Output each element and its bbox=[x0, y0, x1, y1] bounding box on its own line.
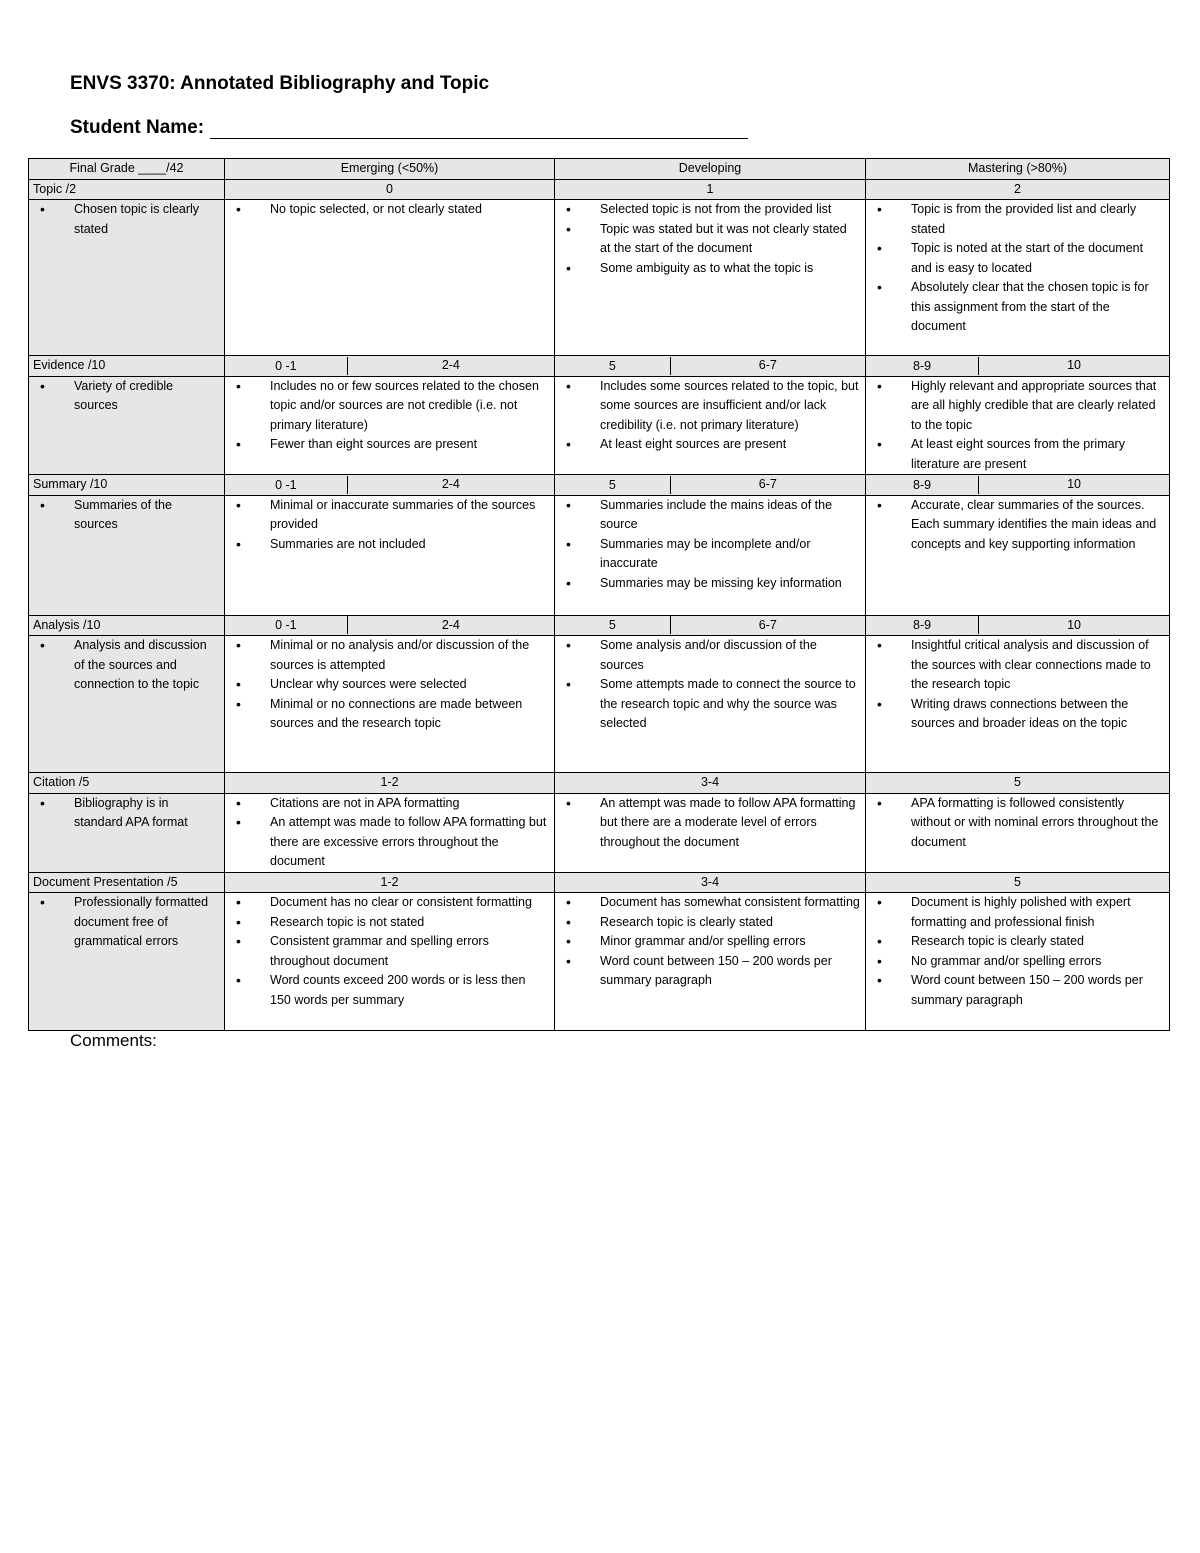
bullet-list bbox=[34, 200, 219, 239]
bullet-item: • Summaries include the mains ideas of the source bbox=[560, 496, 860, 535]
emerging-description bbox=[225, 200, 555, 356]
bullet-item: • Document has somewhat consistent formatting bbox=[560, 893, 860, 913]
bullet-item: • Research topic is clearly stated bbox=[560, 913, 860, 933]
bullet-list bbox=[560, 496, 860, 594]
bullet-item: • Summaries of the sources bbox=[34, 496, 219, 535]
rubric-table bbox=[28, 158, 1170, 1031]
bullet-list bbox=[871, 893, 1164, 1010]
bullet-item: • Minimal or no analysis and/or discussion of the sources is attempted bbox=[230, 636, 549, 675]
bullet-list bbox=[230, 893, 549, 1010]
score-range-cell bbox=[866, 356, 1170, 377]
score-range-cell: 1-2 bbox=[225, 872, 555, 893]
score-range-cell: 5 bbox=[866, 872, 1170, 893]
final-grade-header: Final Grade ____/42 bbox=[29, 159, 225, 180]
score-range: 6-7 bbox=[758, 617, 777, 632]
criterion-description-row bbox=[29, 376, 1170, 475]
criterion-description-row bbox=[29, 200, 1170, 356]
criterion-description-row bbox=[29, 793, 1170, 872]
bullet-list bbox=[560, 893, 860, 991]
bullet-list bbox=[34, 794, 219, 833]
score-range: 6-7 bbox=[758, 477, 777, 491]
bullet-item: • Accurate, clear summaries of the sources. Each summary identifies the main ideas and concepts and key supporting information bbox=[871, 496, 1164, 555]
developing-description bbox=[555, 376, 866, 475]
bullet-list bbox=[560, 794, 860, 853]
bullet-list bbox=[230, 200, 549, 220]
score-range: 10 bbox=[1067, 617, 1081, 632]
bullet-list bbox=[34, 377, 219, 416]
mastering-description bbox=[866, 495, 1170, 615]
bullet-item: • Absolutely clear that the chosen topic is for this assignment from the start of the document bbox=[871, 278, 1164, 337]
bullet-list bbox=[871, 200, 1164, 337]
criterion-score-row bbox=[29, 179, 1170, 200]
bullet-item: • Summaries are not included bbox=[230, 535, 549, 555]
comments-label: Comments: bbox=[70, 1031, 157, 1050]
emerging-description bbox=[225, 495, 555, 615]
developing-description bbox=[555, 200, 866, 356]
bullet-list bbox=[34, 636, 219, 695]
developing-description bbox=[555, 793, 866, 872]
criterion-description bbox=[29, 893, 225, 1031]
score-range-cell bbox=[866, 475, 1170, 496]
bullet-item: • Some analysis and/or discussion of the sources bbox=[560, 636, 860, 675]
criterion-title: Analysis /10 bbox=[29, 615, 225, 636]
bullet-item: • Citations are not in APA formatting bbox=[230, 794, 549, 814]
criterion-score-row bbox=[29, 615, 1170, 636]
bullet-item: • Includes some sources related to the topic, but some sources are insufficient and/or lack credibility (i.e. not primary literature) bbox=[560, 377, 860, 436]
student-name-label: Student Name: bbox=[70, 117, 205, 138]
criterion-description-row bbox=[29, 636, 1170, 773]
score-range-cell bbox=[225, 356, 555, 377]
criterion-description-row bbox=[29, 893, 1170, 1031]
score-range-cell bbox=[555, 615, 866, 636]
bullet-item: • Topic is noted at the start of the document and is easy to located bbox=[871, 239, 1164, 278]
bullet-item: • Consistent grammar and spelling errors throughout document bbox=[230, 932, 549, 971]
bullet-list bbox=[560, 377, 860, 455]
bullet-item: • Topic was stated but it was not clearly stated at the start of the document bbox=[560, 220, 860, 259]
bullet-list bbox=[34, 496, 219, 535]
bullet-item: • Topic is from the provided list and clearly stated bbox=[871, 200, 1164, 239]
mastering-description bbox=[866, 793, 1170, 872]
bullet-item: • An attempt was made to follow APA formatting but there are excessive errors throughout the document bbox=[230, 813, 549, 872]
bullet-list bbox=[871, 377, 1164, 475]
score-range: 10 bbox=[1067, 358, 1081, 372]
developing-description bbox=[555, 495, 866, 615]
criterion-title: Document Presentation /5 bbox=[29, 872, 225, 893]
score-range-cell bbox=[555, 475, 866, 496]
bullet-list bbox=[560, 636, 860, 734]
document-title: ENVS 3370: Annotated Bibliography and Topic bbox=[70, 73, 490, 94]
bullet-item: • Highly relevant and appropriate sources that are all highly credible that are clearly related to the topic bbox=[871, 377, 1164, 436]
score-range-cell: 2 bbox=[866, 179, 1170, 200]
developing-header: Developing bbox=[555, 159, 866, 180]
score-range-cell: 1-2 bbox=[225, 773, 555, 794]
bullet-item: • Selected topic is not from the provided list bbox=[560, 200, 860, 220]
bullet-list bbox=[560, 200, 860, 278]
bullet-item: • Research topic is not stated bbox=[230, 913, 549, 933]
bullet-item: • Word count between 150 – 200 words per summary paragraph bbox=[560, 952, 860, 991]
bullet-item: • Insightful critical analysis and discussion of the sources with clear connections made to the research topic bbox=[871, 636, 1164, 695]
bullet-list bbox=[230, 794, 549, 872]
criterion-description bbox=[29, 376, 225, 475]
emerging-header: Emerging (<50%) bbox=[225, 159, 555, 180]
bullet-item: • Chosen topic is clearly stated bbox=[34, 200, 219, 239]
score-range: 2-4 bbox=[441, 617, 460, 632]
score-range-cell: 3-4 bbox=[555, 872, 866, 893]
score-range-cell: 1 bbox=[555, 179, 866, 200]
mastering-description bbox=[866, 376, 1170, 475]
score-range-cell bbox=[555, 356, 866, 377]
student-name-field bbox=[70, 117, 748, 139]
bullet-list bbox=[230, 377, 549, 455]
bullet-item: • Word count between 150 – 200 words per summary paragraph bbox=[871, 971, 1164, 1010]
score-range: 5 bbox=[555, 357, 671, 375]
score-range: 2-4 bbox=[441, 358, 460, 372]
bullet-list bbox=[230, 636, 549, 734]
score-range: 2-4 bbox=[441, 477, 460, 491]
mastering-description bbox=[866, 636, 1170, 773]
score-range-cell: 3-4 bbox=[555, 773, 866, 794]
bullet-item: • Includes no or few sources related to the chosen topic and/or sources are not credible (i.e. not primary literature) bbox=[230, 377, 549, 436]
mastering-header: Mastering (>80%) bbox=[866, 159, 1170, 180]
bullet-item: • No topic selected, or not clearly stated bbox=[230, 200, 549, 220]
bullet-item: • At least eight sources are present bbox=[560, 435, 860, 455]
score-range: 0 -1 bbox=[225, 357, 348, 375]
bullet-list bbox=[871, 636, 1164, 734]
emerging-description bbox=[225, 376, 555, 475]
criterion-title: Evidence /10 bbox=[29, 356, 225, 377]
bullet-item: • Word counts exceed 200 words or is less then 150 words per summary bbox=[230, 971, 549, 1010]
criterion-description bbox=[29, 200, 225, 356]
bullet-item: • At least eight sources from the primary literature are present bbox=[871, 435, 1164, 474]
bullet-item: • Unclear why sources were selected bbox=[230, 675, 549, 695]
criterion-title: Citation /5 bbox=[29, 773, 225, 794]
score-range: 5 bbox=[555, 616, 671, 634]
bullet-item: • Bibliography is in standard APA format bbox=[34, 794, 219, 833]
score-range: 8-9 bbox=[866, 357, 979, 375]
score-range-cell: 5 bbox=[866, 773, 1170, 794]
emerging-description bbox=[225, 636, 555, 773]
criterion-score-row bbox=[29, 356, 1170, 377]
emerging-description bbox=[225, 893, 555, 1031]
bullet-list bbox=[230, 496, 549, 555]
score-range-cell bbox=[225, 475, 555, 496]
criterion-score-row bbox=[29, 475, 1170, 496]
bullet-item: • Summaries may be missing key information bbox=[560, 574, 860, 594]
criterion-description-row bbox=[29, 495, 1170, 615]
developing-description bbox=[555, 636, 866, 773]
bullet-item: • Some attempts made to connect the source to the research topic and why the source was selected bbox=[560, 675, 860, 734]
criterion-score-row bbox=[29, 872, 1170, 893]
mastering-description bbox=[866, 893, 1170, 1031]
score-range: 8-9 bbox=[866, 476, 979, 494]
criterion-description bbox=[29, 495, 225, 615]
bullet-item: • Research topic is clearly stated bbox=[871, 932, 1164, 952]
criterion-title: Topic /2 bbox=[29, 179, 225, 200]
bullet-list bbox=[871, 496, 1164, 555]
score-range: 0 -1 bbox=[225, 616, 348, 634]
bullet-item: • Document has no clear or consistent formatting bbox=[230, 893, 549, 913]
score-range-cell bbox=[866, 615, 1170, 636]
bullet-item: • No grammar and/or spelling errors bbox=[871, 952, 1164, 972]
bullet-item: • Minor grammar and/or spelling errors bbox=[560, 932, 860, 952]
bullet-item: • Fewer than eight sources are present bbox=[230, 435, 549, 455]
rubric-header-row bbox=[29, 159, 1170, 180]
bullet-item: • An attempt was made to follow APA formatting but there are a moderate level of errors throughout the document bbox=[560, 794, 860, 853]
bullet-item: • Analysis and discussion of the sources and connection to the topic bbox=[34, 636, 219, 695]
bullet-item: • Professionally formatted document free of grammatical errors bbox=[34, 893, 219, 952]
criterion-score-row bbox=[29, 773, 1170, 794]
bullet-item: • Writing draws connections between the sources and broader ideas on the topic bbox=[871, 695, 1164, 734]
criterion-description bbox=[29, 793, 225, 872]
criterion-description bbox=[29, 636, 225, 773]
bullet-list bbox=[34, 893, 219, 952]
bullet-item: • Some ambiguity as to what the topic is bbox=[560, 259, 860, 279]
bullet-item: • Summaries may be incomplete and/or inaccurate bbox=[560, 535, 860, 574]
bullet-item: • Variety of credible sources bbox=[34, 377, 219, 416]
score-range: 6-7 bbox=[758, 358, 777, 372]
emerging-description bbox=[225, 793, 555, 872]
score-range: 5 bbox=[555, 476, 671, 494]
bullet-list bbox=[871, 794, 1164, 853]
mastering-description bbox=[866, 200, 1170, 356]
score-range-cell bbox=[225, 615, 555, 636]
score-range: 10 bbox=[1067, 477, 1081, 491]
bullet-item: • Document is highly polished with expert formatting and professional finish bbox=[871, 893, 1164, 932]
criterion-title: Summary /10 bbox=[29, 475, 225, 496]
score-range: 8-9 bbox=[866, 616, 979, 634]
developing-description bbox=[555, 893, 866, 1031]
bullet-item: • Minimal or inaccurate summaries of the sources provided bbox=[230, 496, 549, 535]
student-name-line bbox=[210, 118, 748, 139]
bullet-item: • APA formatting is followed consistently without or with nominal errors throughout the document bbox=[871, 794, 1164, 853]
score-range-cell: 0 bbox=[225, 179, 555, 200]
score-range: 0 -1 bbox=[225, 476, 348, 494]
bullet-item: • Minimal or no connections are made between sources and the research topic bbox=[230, 695, 549, 734]
